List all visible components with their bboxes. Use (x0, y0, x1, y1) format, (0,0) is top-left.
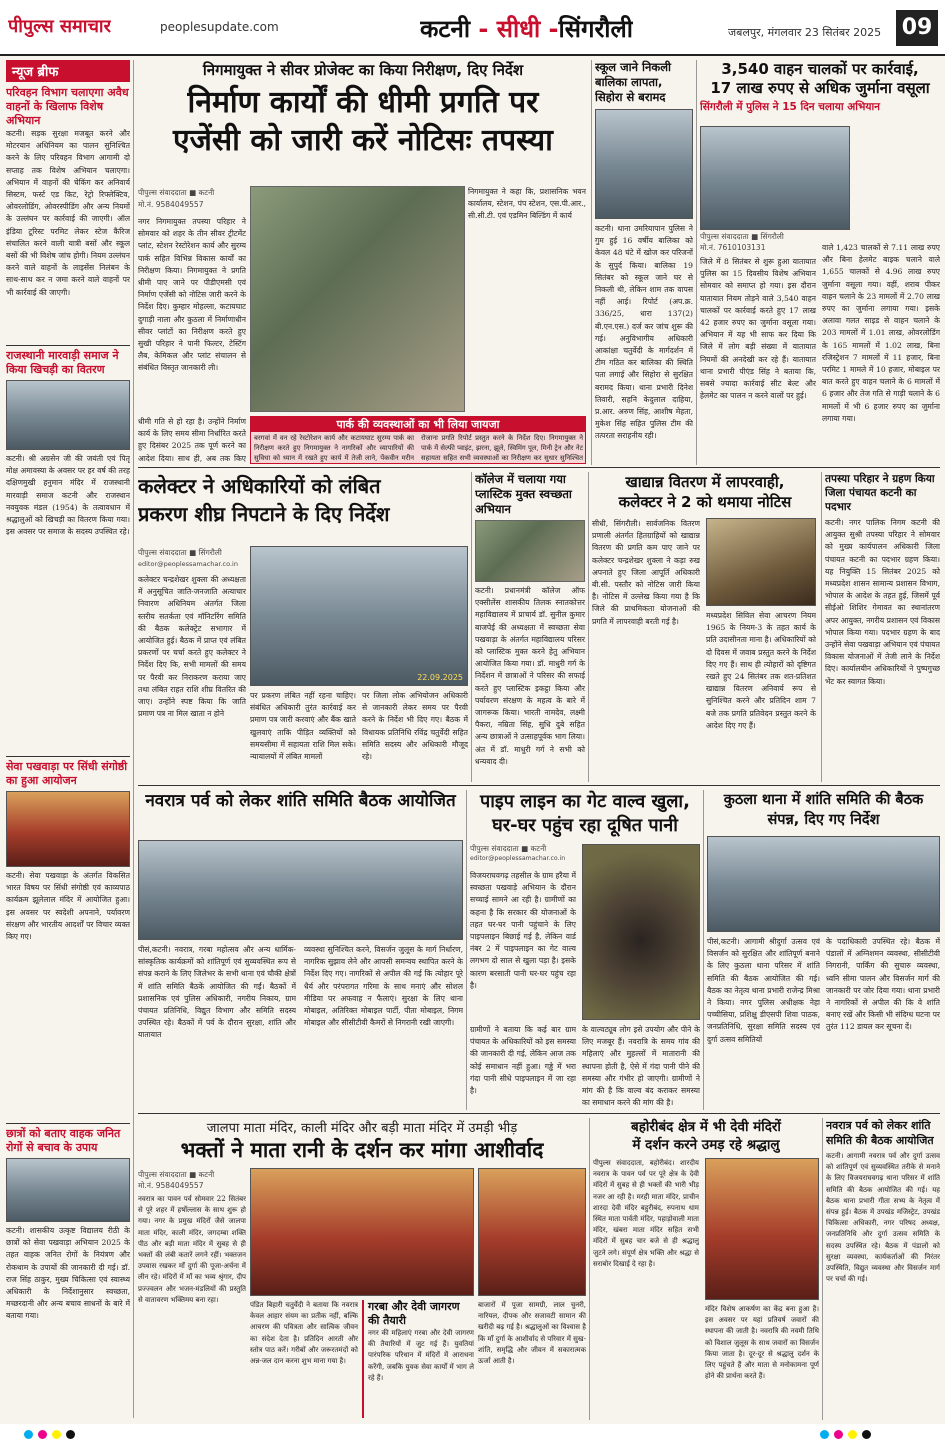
lead-inspection-photo (250, 186, 465, 412)
navratri2-body: कटनी। आगामी नवरात्र पर्व और दुर्गा उत्सव को शांतिपूर्ण एवं सुव्यवस्थित तरीके से मनाने के लिए विजयराघवगढ़ थाना परिसर में शांति समिति की बैठक आयोजित की गई। यह बैठक थाना प्रभारी गीता सभ्य के नेतृत्व में संपन्न हुई। बैठक में उपखंड मजिस्ट्रेट, उपखंड चिकित्सा अधिकारी, नगर परिषद अध्यक्ष, जनप्रतिनिधि और दुर्गा उत्सव समिति के सदस्य उपस्थित रहे। बैठक में पंडालों को सुरक्षा व्यवस्था, कार्यकर्ताओं की निरंतर उपस्थिति, विद्युत व्यवस्था और विसर्जन मार्ग पर चर्चा की गई। (826, 1152, 940, 1284)
bahoriband-headline-line-1: बहोरीबंद क्षेत्र में भी देवी मंदिरों (631, 1119, 781, 1135)
food-body-1: सीधी, सिंगरौली। सार्वजनिक वितरण प्रणाली अंतर्गत हितग्राहियों को खाद्यान्न वितरण की प्रगति कम पाए जाने पर कलेक्टर चन्द्रशेखर शुक्ला ने कड़ा रुख अपनाते हुए जिला आपूर्ति अधिकारी बी.सी. पस्तौर को नोटिस जारी किया है। नोटिस में उल्लेख किया गया है कि जिले की प्राथमिकता योजनाओं की प्रगति में लापरवाही बरती गई है। (592, 519, 700, 626)
decorated-shrine-photo (705, 1158, 819, 1300)
bahoriband-body-1: पीपुल्स संवाददाता, बहोरीबंद। शारदीय नवरात्र के पावन पर्व पर पूरे क्षेत्र के देवी मंदिरों में सुबह से ही भक्तों की भारी भीड़ नजर आ रही है। मरही माता मंदिर, प्राचीन शारदा देवी मंदिर बहुरीबंद, रुपनाथ धाम स्थित माता पार्वती मंदिर, पहाड़ोवाली माता मंदिर, खंबरा माता मंदिर सहित सभी मंदिरों में सुबह चार बजे से ही श्रद्धालु जुटने लगे। संपूर्ण क्षेत्र भक्ति और श्रद्धा से सराबोर दिखाई दे रहा है। (593, 1159, 699, 1268)
fine-byline: पीपुल्स संवाददाता ■ सिंगरौली (700, 232, 784, 241)
navratri-peace-meeting-story (138, 790, 463, 1110)
food-headline-line-1: खाद्यान्न वितरण में लापरवाही, (625, 473, 785, 491)
yellow-registration-mark (52, 1430, 61, 1439)
cyan-registration-mark (24, 1430, 33, 1439)
lead-story (138, 60, 588, 465)
collector-email[interactable]: editor@peoplessamachar.co.in (138, 560, 238, 568)
page-number: 09 (896, 10, 938, 46)
print-registration-strip (0, 1424, 945, 1445)
goddess-idol-photo (478, 1168, 586, 1296)
cyan-registration-mark-right (820, 1430, 829, 1439)
tapasya-headline: तपस्या परिहार ने ग्रहण किया जिला पंचायत कटनी का पदभार (825, 473, 935, 513)
kuthla-body-2: के पदाधिकारी उपस्थित रहे। बैठक में पंडालों में अग्निशमन व्यवस्था, सीसीटीवी निगरानी, पार्किंग की सुचारु व्यवस्था, ध्वनि सीमा पालन और विसर्जन मार्ग की जानकारी पर जोर दिया गया। थाना प्रभारी ने नागरिकों से अपील की कि वे शांति बनाए रखें और किसी भी संदिग्ध घटना पर तुरंत 112 डायल कर सूचना दें। (826, 937, 940, 1032)
collector-body-1: कलेक्टर चन्द्रशेखर शुक्ला की अध्यक्षता में अनुसूचित जाति-जनजाति अत्याचार निवारण अधिनियम अंतर्गत जिला स्तरीय सतर्कता एवं मॉनिटरिंग समिति की बैठक कलेक्ट्रेट सभागार में आयोजित हुई। बैठक में प्राप्त एवं लंबित प्रकरणों पर चर्चा करते हुए कलेक्टर ने निर्देश दिए कि, सभी मामलों की समय पर पैरवी कर निराकरण कराया जाए तथा लंबित राहत राशि शीघ्र वितरित की जाए। उन्होंने स्पष्ट किया कि जाति प्रमाण पत्र ना मिल खाता न होने (138, 575, 246, 719)
collector-headline-line-2: प्रकरण शीघ्र निपटाने के दिए निर्देश (138, 502, 390, 526)
peace-meeting-photo (138, 840, 463, 940)
park-box-text-a: बरगवां में वन रहे रेस्टोरेशन कार्य और कटायघाट सुरम्य पार्क का निरीक्षण करते हुए निगमायुक्त ने नागरिकों और व्यापारियों की सुविधा को ध्यान में रखते हुए कार्य में तेजी लाने, पेंकवीन मरीन (254, 434, 414, 462)
collector-portrait (706, 518, 816, 606)
open-valve-pit-photo (582, 844, 700, 1020)
garba-box-title: गरबा और देवी जागरण की तैयारी (368, 1300, 460, 1327)
news-brief-title: न्यूज ब्रीफ (6, 60, 130, 82)
brief-headline-3: सेवा पखवाड़ा पर सिंधी संगोष्ठी का हुआ आयोजन (6, 760, 128, 787)
fine-mobile: मो.नं. 7610103131 (700, 243, 766, 252)
kuthla-headline: कुठला थाना में शांति समिति की बैठक संपन्न, दिए गए निर्देश (723, 792, 924, 828)
devotees-headline: भक्तों ने माता रानी के दर्शन कर मांगा आशीर्वाद (180, 1138, 544, 1162)
pipeline-body-2: ग्रामीणों ने बताया कि कई बार ग्राम पंचायत के अधिकारियों को इस समस्या की जानकारी दी गई, लेकिन आज तक कोई समाधान नहीं हुआ। गड्ढे में भरा गंदा पानी सीधे पाइपलाइन में जा रहा है। (470, 1025, 576, 1096)
issue-date: जबलपुर, मंगलवार 23 सितंबर 2025 (728, 26, 882, 39)
collector-headline-line-1: कलेक्टर ने अधिकारियों को लंबित (138, 474, 381, 498)
brief-photo-2 (6, 380, 130, 450)
brief-headline-4: छात्रों को बताए वाहक जनित रोगों से बचाव के उपाय (6, 1127, 121, 1154)
girl-body: कटनी। थाना उमरियापान पुलिस ने गुम हुई 16 वर्षीय बालिका को केवल 48 घंटे में खोज कर परिजनों के सुपुर्द किया। बालिका 19 सितंबर को स्कूल जाने घर से निकली थी, लेकिन शाम तक वापस नहीं आई। रिपोर्ट (अप.क्र. 336/25, धारा 137(2) बी.एन.एस.) दर्ज कर जांच शुरू की गई। अनुविभागीय अधिकारी आकांक्षा चतुर्वेदी के मार्गदर्शन में टीम गठित कर बालिका की स्थिति पता लगाई और सिहोरा से सुरक्षित बरामद किया। थाना प्रभारी दिनेश तिवारी, सहनि केदुलाल दाहिया, प्र.आर. अरुण सिंह, आशीष मेहता, मुकेश सिंह सहित पुलिस टीम की तत्परता सराहनीय रही। (595, 224, 693, 441)
lead-body-1b: निगमायुक्त ने कहा कि, प्रशासनिक भवन कार्यालय, स्टेशन, पंप स्टेशन, एस.पी.आर., सी.सी.टी. एवं एडमिन बिल्डिंग में कार्य (468, 187, 586, 221)
navratri2-headline: नवरात्र पर्व को लेकर शांति समिति की बैठक आयोजित (826, 1119, 934, 1147)
lead-body-2: धीमी गति से हो रहा है। उन्होंने निर्माण कार्य के लिए समय सीमा निर्धारित करते हुए दिसंबर 2025 तक पूर्ण करने का आदेश दिया। साथ ही, अब तक किए (138, 417, 246, 463)
collector-pending-cases-story (138, 472, 468, 782)
brief-headline-2: राजस्थानी मारवाड़ी समाज ने किया खिचड़ी का वितरण (6, 349, 119, 376)
bahoriband-headline-line-2: में दर्शन करने उमड़ रहे श्रद्धालु (632, 1137, 780, 1153)
fine-headline-line-2: 17 लाख रुपए से अधिक जुर्माना वसूला (710, 79, 930, 97)
brief-body-4: कटनी। शासकीय उत्कृष्ट विद्यालय रीठी के छात्रों को सेवा पखवाड़ा अभियान 2025 के तहत वाहक जनित रोगों के नियंत्रण और रोकथाम के उपायों की जानकारी दी गई। डॉ. राज सिंह ठाकुर, मुख्य चिकित्सा एवं स्वास्थ्य अधिकारी के निर्देशानुसार स्वच्छता, मच्छरदानी और अन्य बचाव साधनों के बारे में बताया गया। (6, 1226, 130, 1321)
newspaper-logo: पीपुल्स समाचार (8, 16, 111, 37)
pipeline-byline: पीपुल्स संवाददाता ■ कटनी (470, 844, 547, 853)
yellow-registration-mark-right (848, 1430, 857, 1439)
lead-headline-line-1: निर्माण कार्यों की धीमी प्रगति पर (187, 85, 539, 120)
plastic-body: कटनी। प्रधानमंत्री कॉलेज ऑफ एक्सीलेंस शासकीय तिलक स्नातकोत्तर महाविद्यालय में प्राचार्य डॉ. सुनील कुमार बाजपेई की अध्यक्षता में स्वच्छता सेवा पखवाड़ा के अंतर्गत महाविद्यालय परिसर को प्लास्टिक मुक्त करने हेतु अभियान आयोजित किया गया। डॉ. माधुरी गर्ग के निर्देशन में छात्राओं ने परिसर की सफाई करते हुए प्लास्टिक इकट्ठा किया और पर्यावरण संरक्षण के महत्व के बारे में जागरूक किया। भारती नामदेव, लक्ष्मी पैकरा, नम्रिता सिंह, सुधि दुबे सहित अन्य छात्राओं ने उत्साहपूर्वक भाग लिया। अंत में डॉ. माधुरी गर्ग ने सभी को धन्यवाद दी। (475, 586, 585, 766)
navratri-headline: नवरात्र पर्व को लेकर शांति समिति बैठक आयोजित (145, 791, 456, 811)
lead-kicker: निगमायुक्त ने सीवर प्रोजेक्ट का किया निरीक्षण, दिए निर्देश (202, 61, 524, 79)
photo-date-stamp: 22.09.2025 (417, 673, 463, 682)
food-headline-line-2: कलेक्टर ने 2 को थमाया नोटिस (618, 493, 792, 511)
website-url[interactable]: peoplesupdate.com (160, 20, 279, 34)
fine-body-2: वाले 1,423 चालकों से 7.11 लाख रुपए और बिना हेलमेट बाइक चलाने वाले 1,655 चालकों से 4.96 लाख रुपए जुर्माना वसूला गया। वहीं, शराब पीकर वाहन चलाने के 23 मामलों में 2.70 लाख रुपए का जुर्माना लगाया गया। इसके अलावा गलत साइड से वाहन चलाने के 203 मामलों में 1.01 लाख, ओवरलोडिंग के 165 मामलों में 1.02 लाख, बिना रजिस्ट्रेशन 7 मामलों में 11 हजार, बिना परमिट 1 मामले में 10 हजार, मोबाइल पर बात करते हुए वाहन चलाने के 6 मामलों में 6 हजार और तेज गति से गाड़ी चलाने के 6 मामलों में भी 6 हजार रुपए का जुर्माना लगाया गया। (822, 243, 940, 423)
brief-headline-1: परिवहन विभाग चलाएगा अवैध वाहनों के खिलाफ विशेष अभियान (6, 86, 129, 127)
devotees-kicker: जालपा माता मंदिर, काली मंदिर और बड़ी माता मंदिर में उमड़ी भीड़ (206, 1121, 518, 1136)
fine-headline-line-1: 3,540 वाहन चालकों पर कार्रवाई, (721, 60, 919, 78)
collector-byline: पीपुल्स संवाददाता ■ सिंगरौली (138, 548, 222, 557)
section-title: कटनी - सीधी -सिंगरौली (420, 15, 633, 43)
magenta-registration-mark (38, 1430, 47, 1439)
fine-subheadline: सिंगरौली में पुलिस ने 15 दिन चलाया अभियान (700, 101, 880, 113)
lead-mobile: मो.नं. 9584049557 (138, 200, 204, 209)
devotees-body-2: पंडित बिहारी चतुर्वेदी ने बताया कि नवरात्र केवल आहार संयम का प्रतीक नहीं, बल्कि आचरण की पवित्रता और सात्विक जीवन का संदेश देता है। प्रतिदिन आरती और स्तोत्र पाठ करें। गरीबों और जरूरतमंदों को अन्न-जल दान करना शुभ माना गया है। (250, 1301, 358, 1366)
kuthla-meeting-photo (707, 836, 940, 932)
collector-body-2: पर प्रकरण लंबित नहीं रहना चाहिए। संबंधित अधिकारी तुरंत कार्रवाई कर प्रमाण पत्र जारी करवाएं और बैंक खाते खुलवाएं ताकि पीड़ित व्यक्तियों को समयसीमा में सहायता राशि मिल सके। न्यायालयों में लंबित मामलों (250, 691, 356, 762)
pipeline-email[interactable]: editor@peoplessamachar.co.in (470, 855, 566, 862)
fine-body-1: जिले में 8 सितंबर से शुरू हुआ यातायात पुलिस का 15 दिवसीय विशेष अभियान सोमवार को समाप्त हो गया। इस दौरान यातायात नियम तोड़ने वाले 3,540 वाहन चालकों पर कार्रवाई करते हुए 17 लाख 42 हजार रुपए का जुर्माना वसूला गया। अभियान में यह भी साफ कर दिया कि जिले में लोग बड़ी संख्या में यातायात नियमों की अनदेखी कर रहे हैं। यातायात थाना प्रभारी पीएंड सिंह ने बताया कि, सबसे ज्यादा कार्रवाई सीट बेल्ट और हेलमेट का पालन न करने वालों पर हुई। (700, 257, 816, 401)
girl-missing-story (595, 60, 693, 465)
girl-headline: स्कूल जाने निकली बालिका लापता, सिहोरा से बरामद (595, 60, 671, 104)
news-brief-column (6, 60, 130, 1418)
garba-box-body: नगर की महिलाएं गरबा और देवी जागरण की तैयारियों में जुट गई हैं। युवतियां पारंपरिक परिधान में मंदिरों में आराधना करेंगी, जबकि युवक सेवा कार्यों में भाग ले रहे हैं। (368, 1329, 474, 1382)
lead-body-1: नगर निगमायुक्त तपस्या परिहार ने सोमवार को शहर के तीन सीवर ट्रीटमेंट प्लांट, स्टेशन रेस्टोरेशन कार्य और सुरम्य पार्क सहित विभिन्न विकास कार्यों का निरीक्षण किया। निगमायुक्त ने प्रगति धीमी पाए जाने पर पीडीएमसी एवं निर्माण एजेंसी को नोटिस जारी करने के निर्देश दिए। कुम्हार मोहल्ला, कटायघाट दुगाड़ी नाला और कुठला में निर्माणाधीन सीवर प्लांटों का निरीक्षण करते हुए सुखी परिहार ने पानी फिल्टर, टेस्टिंग लैब, केमिकल और प्लांट संचालन से संबंधित विस्तृत जानकारी ली। (138, 217, 246, 373)
tapasya-body: कटनी। नगर पालिक निगम कटनी की आयुक्त सुश्री तपस्या परिहार ने सोमवार को मुख्य कार्यपालन अधिकारी जिला पंचायत कटनी का पदभार ग्रहण किया। यह नियुक्ति 15 सितंबर 2025 को मध्यप्रदेश शासन सामान्य प्रशासन विभाग, भोपाल के आदेश के तहत हुई, जिसमें पूर्व सीईओ शिशिर गेमावत का स्थानांतरण अपर आयुक्त, नगरीय प्रशासन एवं विकास भोपाल किया गया। पदभार ग्रहण के बाद उन्होंने सेवा पखवाड़ा अभियान एवं पंचायत विकास योजनाओं में तेजी लाने के निर्देश दिए। कार्यालयीन अधिकारियों ने पुष्पगुच्छ भेंट कर स्वागत किया। (825, 518, 940, 686)
traffic-checking-photo (700, 126, 850, 230)
brief-photo-3 (6, 791, 130, 867)
black-registration-mark-right (862, 1430, 871, 1439)
brief-body-1: कटनी। सड़क सुरक्षा मजबूत करने और मोटरयान अधिनियम का पालन सुनिश्चित करने के लिए परिवहन विभाग आगामी दो सप्ताह तक विशेष अभियान चलाएगा। अभियान में वाहनों की चेकिंग कर अनिवार्य सिस्टम, फर्स्ट एड किट, रेट्रो रिफ्लेक्टिव, ओवरलोडिंग, ओवरस्पीडिंग और अन्य नियमों के उल्लंघन पर कार्रवाई की जाएगी। ऑल इंडिया टूरिस्ट परमिट लेकर स्टेज कैरिज संचालित करने वाली यात्री बसों और स्कूल बसों की भी विशेष जांच होगी। नियम उल्लंघन करने वाले वाहनों के लाइसेंस निलंबन के साथ-साथ कर न जमा करने वाले वाहनों पर भी कार्रवाई की जाएगी। (6, 129, 130, 297)
lead-byline: पीपुल्स संवाददाता ■ कटनी (138, 188, 215, 197)
food-distribution-story (592, 472, 818, 782)
magenta-registration-mark-right (834, 1430, 843, 1439)
black-registration-mark (66, 1430, 75, 1439)
devotees-byline: पीपुल्स संवाददाता ■ कटनी (138, 1170, 215, 1179)
traffic-fine-story (700, 60, 940, 465)
navratri-body-1: पीसं,कटनी। नवरात्र, गरबा महोत्सव और अन्य धार्मिक-सांस्कृतिक कार्यक्रमों को शांतिपूर्ण एवं सुव्यवस्थित रूप से संपन्न कराने के लिए जिलेभर के सभी थाना एवं चौकी क्षेत्रों में शांति समिति बैठकें आयोजित की गईं। बैठकों में प्रशासनिक एवं पुलिस अधिकारी, नगरीय निकाय, ग्राम पंचायत प्रतिनिधि, विद्युत विभाग और समिति सदस्य उपस्थित रहे। बैठकों में पर्व के दौरान सुरक्षा, शांति और यातायात (138, 945, 296, 1040)
pipeline-body-3: के वाल्वट्यूब लोग इसे उपयोग और पीने के लिए मजबूर हैं। नवरात्रि के समय गांव की महिलाएं और मुहल्लों में मातारानी की स्थापना होती है, ऐसे में गंदा पानी पीने की समस्या और गंभीर हो जाएगी। ग्रामीणों ने मांग की है कि वाल्व बंद कराकर समस्या का समाधान करने की मांग की है। (582, 1025, 700, 1108)
plastic-free-campaign-story (475, 472, 585, 782)
navratri-body-2: व्यवस्था सुनिश्चित करने, विसर्जन जुलूस के मार्ग निर्धारण, नागरिक सुझाव लेने और आपसी समन्वय स्थापित करने के निर्देश दिए गए। नागरिकों से अपील की गई कि त्योहार पूरे धैर्य और परंपरागत गरिमा के साथ मनाएं और सोशल मीडिया पर अफवाह न फैलाएं। सुरक्षा के लिए थाना मोबाइल, अतिरिक्त मोबाइल पार्टी, पीता मोबाइल, निगम मोबाइल और सीसीटीवी कैमरों से निगरानी रखी जाएगी। (304, 945, 463, 1028)
masthead (0, 0, 945, 56)
temple-devotees-photo (250, 1168, 474, 1296)
police-station-photo (595, 109, 693, 219)
devotees-body-3: बाजारों में पूजा सामग्री, लाल चुनरी, नारियल, दीपक और सजावटी सामान की खरीदी बढ़ गई है। श्रद्धालुओं का विश्वास है कि माँ दुर्गा के आशीर्वाद से परिवार में सुख-शांति, समृद्धि और जीवन में सकारात्मक ऊर्जा आती है। (478, 1301, 586, 1366)
food-body-2: मध्यप्रदेश सिविल सेवा आचरण नियम 1965 के नियम-3 के तहत कार्य के प्रति उदासीनता माना है। अधिकारियों को दो दिवस में जवाब प्रस्तुत करने के निर्देश दिए गए हैं। साथ ही त्योहारों को दृष्टिगत रखते हुए 24 सितंबर तक शत-प्रतिशत खाद्यान्न वितरण अनिवार्य रूप से सुनिश्चित करने और प्रतिदिन शाम 7 बजे तक प्रगति प्रतिवेदन प्रस्तुत करने के आदेश दिए गए हैं। (706, 611, 816, 730)
navratri-second-meeting-story (826, 1118, 940, 1420)
kuthla-body-1: पीसं,कटनी। आगामी श्रीदुर्गा उत्सव एवं विसर्जन को सुरक्षित और शांतिपूर्ण बनाने के लिए कुठला थाना परिसर में शांति समिति की बैठक आयोजित की गई। बैठक का नेतृत्व थाना प्रभारी राजेन्द्र मिश्रा ने किया। नगर पुलिस अधीक्षक नेहा पच्चीसिया, प्रशिक्षु डीएसपी शिवा पाठक, जनप्रतिनिधि, सुरक्षा समिति सदस्य एवं दुर्गा उत्सव समितियों (707, 937, 820, 1044)
collector-meeting-photo (250, 546, 468, 686)
kuthla-peace-meeting-story (707, 790, 940, 1110)
pipeline-headline-line-1: पाइप लाइन का गेट वाल्व खुला, (480, 791, 690, 812)
brief-photo-4 (6, 1158, 130, 1222)
park-box-title: पार्क की व्यवस्थाओं का भी लिया जायजा (251, 417, 585, 432)
tapasya-charge-story (825, 472, 940, 782)
collector-body-3: पर जिला लोक अभियोजन अधिकारी से जानकारी लेकर समय पर पैरवी करने के निर्देश भी दिए गए। बैठक में विधायक प्रतिनिधि रविंद्र चतुर्वेदी सहित समिति सदस्य और अधिकारी मौजूद रहे। (362, 691, 468, 762)
college-campaign-photo (475, 520, 585, 582)
brief-body-2: कटनी। श्री अग्रसेन जी की जयंती एवं पितृ मोक्ष अमावस्या के अवसर पर हर वर्ष की तरह दक्षिणमुखी हनुमान मंदिर में राजस्थानी मारवाड़ी समाज कटनी और राजस्थान नवयुवक मंडल (1954) के तत्वावधान में श्रद्धालुओं को खिचड़ी का वितरण किया गया। इस अवसर पर समाज के सदस्य उपस्थित रहे। (6, 454, 130, 537)
park-box-text-b: रोजाना प्रगति रिपोर्ट प्रस्तुत करने के निर्देश दिए। निगमायुक्त ने पार्क में सेल्फी प्वाइंट, झरना, झूले, स्विमिंग पूल, मिनी ट्रेन और नेट सहायता सहित सभी व्यवस्थाओं का निरीक्षण कर सुधार सुनिश्चित (421, 434, 583, 462)
lead-headline-line-2: एजेंसी को जारी करें नोटिसः तपस्या (173, 123, 553, 158)
devotees-body-1: नवरात्र का पावन पर्व सोमवार 22 सितंबर से पूरे शहर में हर्षोल्लास के साथ शुरू हो गया। नगर के प्रमुख मंदिरों जैसे जालपा माता मंदिर, काली मंदिर, जगदम्बा शक्ति पीठ और बड़ी माता मंदिर में सुबह से ही भक्तों की लंबी कतारें लगने रहीं। भक्तजन उपवास रखकर माँ दुर्गा की पूजा-अर्चना में लीन रहे। मंदिरों में माँ का भव्य श्रृंगार, दीप प्रज्ज्वलन और भजन-मंडलियों की प्रस्तुति से वातावरण भक्तिमय बना रहा। (138, 1195, 246, 1304)
plastic-headline: कॉलेज में चलाया गया प्लास्टिक मुक्त स्वच्छता अभियान (475, 472, 572, 516)
garba-box (362, 1300, 474, 1418)
devotees-mobile: मो.नं. 9584049557 (138, 1181, 204, 1190)
brief-body-3: कटनी। सेवा पखवाड़ा के अंतर्गत विकसित भारत विषय पर सिंधी संगोष्ठी एवं काव्यपाठ कार्यक्रम झूलेलाल मंदिर में आयोजित हुआ। इस अवसर पर स्वदेशी अपनाने, पर्यावरण संरक्षण और भारतीय आदर्शों पर विचार व्यक्त किए गए। (6, 871, 130, 942)
bahoriband-temples-story (593, 1118, 819, 1420)
pipeline-headline-line-2: घर-घर पहुंच रहा दूषित पानी (492, 815, 678, 836)
bahoriband-body-2: मंदिर विशेष आकर्षण का केंद्र बना हुआ है। इस अवसर पर यहां प्रतिवर्ष जवारों की स्थापना की जाती है। नवरात्रि की नवमी तिथि को विशाल जुलूस के साथ जवारों का विसर्जन किया जाता है। दूर-दूर से श्रद्धालु दर्शन के लिए पहुंचते हैं और माता से मनोकामना पूर्ण होने की प्रार्थना करते हैं। (705, 1305, 819, 1381)
pipeline-body-1: विजयराघवगढ़ तहसील के ग्राम हरैया में स्वच्छता पखवाड़े अभियान के दौरान सच्चाई सामने आ रही है। ग्रामीणों का कहना है कि सरकार की योजनाओं के तहत घर-घर पानी पहुंचाने के लिए पाइपलाइन बिछाई गई है, लेकिन वार्ड नंबर 2 में पाइपलाइन का गेट वाल्व लगभग दो साल से खुला पड़ा है। इसके कारण बरसाती पानी घर-घर पहुंच रहा है। (470, 871, 576, 990)
park-box (250, 416, 586, 464)
devotees-temple-story (138, 1118, 586, 1420)
pipeline-contamination-story (470, 790, 700, 1110)
